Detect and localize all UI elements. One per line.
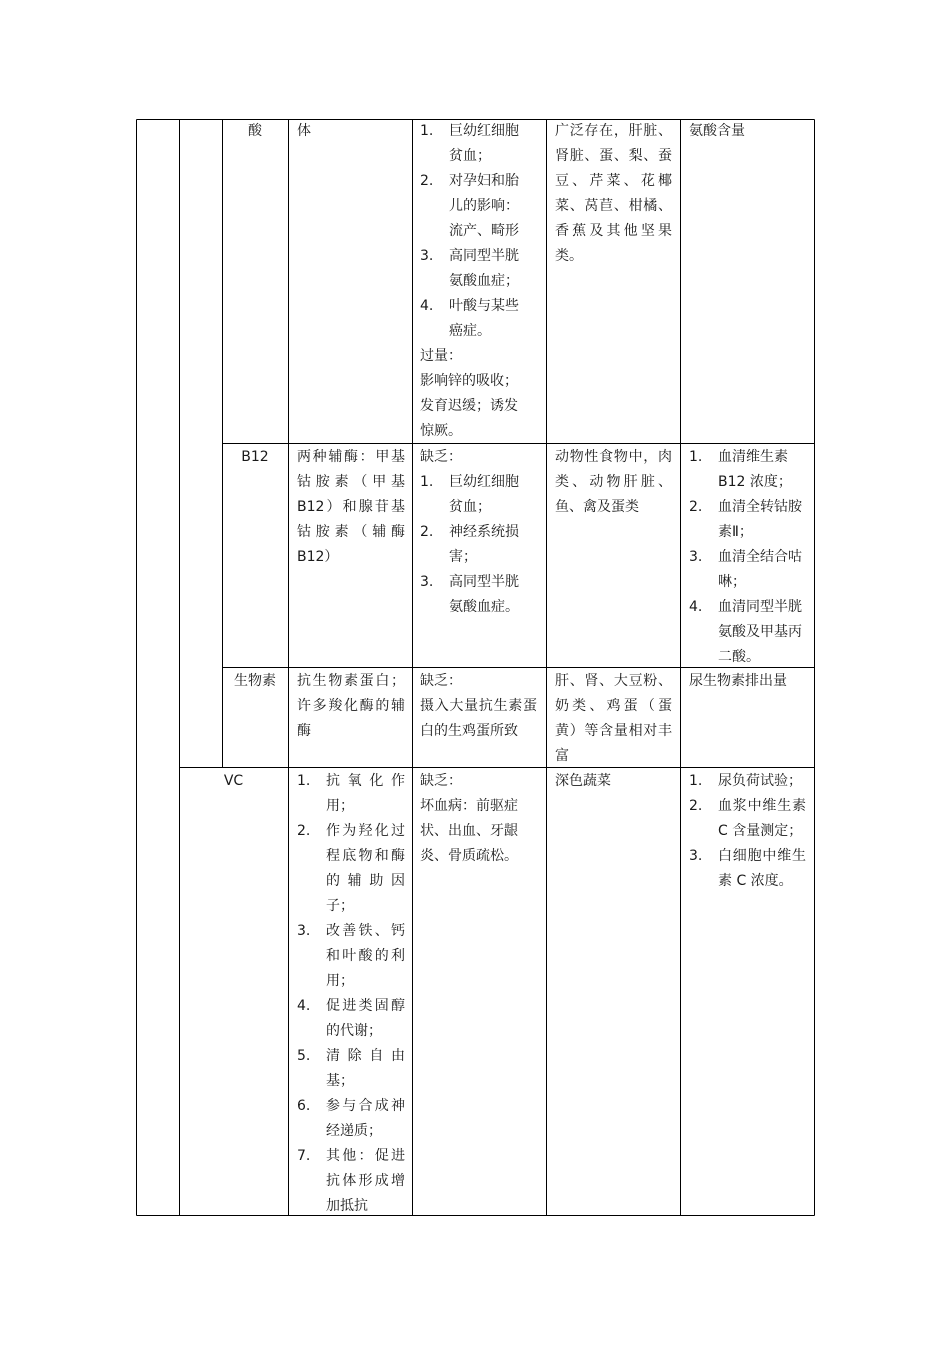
vc-sources: 深色蔬菜 [555, 773, 611, 789]
list-item: 4. 促进类固醇的代谢； [297, 998, 405, 1039]
biotin-name-cell [234, 669, 276, 694]
list-item: 3. 白细胞中维生素 C 浓度。 [689, 848, 806, 889]
list-item: 4. 血清同型半胱氨酸及甲基丙二酸。 [689, 599, 802, 665]
b12-assessment-list [689, 445, 806, 670]
biotin-deficiency-head: 缺乏： [420, 673, 462, 689]
list-item: 3. 血清全结合咕啉； [689, 549, 802, 590]
folate-excess-body: 影响锌的吸收； 发育迟缓；诱发 惊厥。 [420, 373, 518, 439]
folate-deficiency-list [420, 119, 526, 344]
folate-function-cell [297, 119, 405, 144]
list-item: 2. 对孕妇和胎儿的影响：流产、畸形 [420, 173, 519, 239]
vc-assessment-list [689, 769, 806, 894]
biotin-deficiency-cell [420, 669, 537, 744]
b12-deficiency-head: 缺乏： [420, 449, 462, 465]
b12-deficiency-cell [420, 445, 526, 620]
folate-assessment: 氨酸含量 [689, 123, 745, 139]
list-item: 2. 神经系统损害； [420, 524, 519, 565]
folate-function: 体 [297, 123, 311, 139]
biotin-sources: 肝、肾、大豆粉、奶类、鸡蛋（蛋黄）等含量相对丰富 [555, 673, 672, 764]
list-item: 7. 其他：促进抗体形成增加抵抗 [297, 1148, 405, 1214]
vc-name-cell [179, 769, 288, 794]
biotin-name: 生物素 [234, 673, 276, 689]
vc-sources-cell [555, 769, 672, 794]
biotin-assessment: 尿生物素排出量 [689, 673, 787, 689]
list-item: 1. 血清维生素 B12 浓度； [689, 449, 792, 490]
folate-sources-cell [555, 119, 672, 269]
folate-name: 酸 [248, 123, 262, 139]
list-item: 1. 抗氧化作用； [297, 773, 405, 814]
list-item: 3. 高同型半胱氨酸血症； [420, 248, 519, 289]
list-item: 3. 高同型半胱氨酸血症。 [420, 574, 519, 615]
biotin-function-cell [297, 669, 405, 744]
biotin-sources-cell [555, 669, 672, 769]
biotin-assessment-cell [689, 669, 806, 694]
b12-function: 两种辅酶：甲基钴胺素（甲基 B12）和腺苷基钴胺素（辅酶 B12） [297, 449, 405, 565]
b12-name-cell [222, 445, 288, 470]
vc-function-list [297, 769, 405, 1219]
folate-name-cell [222, 119, 288, 144]
vc-name: VC [223, 773, 244, 789]
list-item: 1. 巨幼红细胞贫血； [420, 123, 519, 164]
list-item: 2. 血清全转钴胺素Ⅱ； [689, 499, 802, 540]
folate-assessment-cell [689, 119, 806, 144]
folate-deficiency-cell [420, 119, 526, 444]
list-item: 2. 作为羟化过程底物和酶的辅助因子； [297, 823, 405, 914]
b12-sources: 动物性食物中，肉类、动物肝脏、鱼、禽及蛋类 [555, 449, 672, 515]
biotin-deficiency-body: 摄入大量抗生素蛋白的生鸡蛋所致 [420, 698, 537, 739]
list-item: 3. 改善铁、钙和叶酸的利用； [297, 923, 405, 989]
b12-sources-cell [555, 445, 672, 520]
folate-excess-head: 过量： [420, 348, 462, 364]
list-item: 5. 清除自由基； [297, 1048, 405, 1089]
biotin-function: 抗生物素蛋白；许多羧化酶的辅酶 [297, 673, 405, 739]
list-item: 1. 尿负荷试验； [689, 773, 802, 789]
b12-assessment-cell [689, 445, 806, 670]
list-item: 6. 参与合成神经递质； [297, 1098, 405, 1139]
vc-deficiency-head: 缺乏： [420, 773, 462, 789]
vc-deficiency-cell [420, 769, 537, 869]
vc-assessment-cell [689, 769, 806, 894]
list-item: 2. 血浆中维生素 C 含量测定； [689, 798, 806, 839]
b12-name: B12 [241, 449, 269, 465]
list-item: 1. 巨幼红细胞贫血； [420, 474, 519, 515]
b12-deficiency-list [420, 470, 526, 620]
vc-function-cell [297, 769, 405, 1219]
vc-deficiency-body: 坏血病：前驱症状、出血、牙龈炎、骨质疏松。 [420, 798, 518, 864]
folate-sources: 广泛存在，肝脏、肾脏、蛋、梨、蚕豆、芹菜、花椰菜、莴苣、柑橘、香蕉及其他坚果类。 [555, 123, 672, 264]
b12-function-cell [297, 445, 405, 570]
list-item: 4. 叶酸与某些癌症。 [420, 298, 519, 339]
